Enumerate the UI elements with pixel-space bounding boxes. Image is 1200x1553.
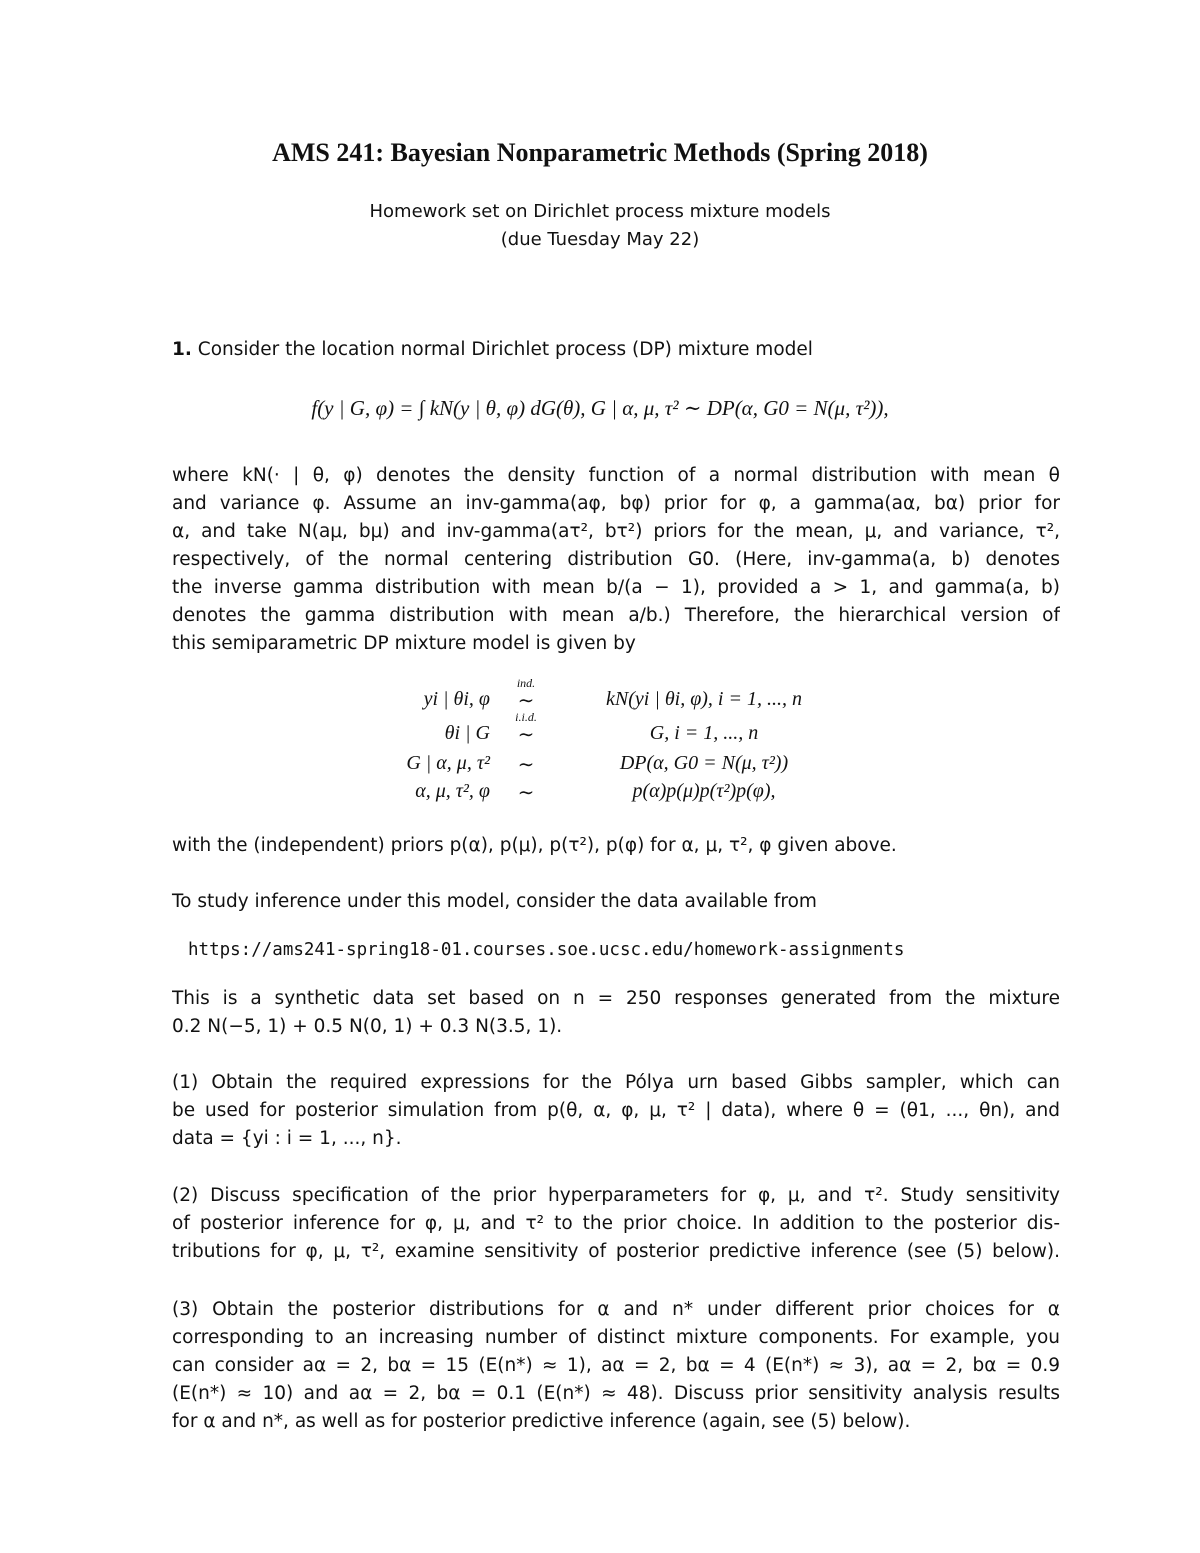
hierarchy-rhs: DP(α, G0 = N(μ, τ²)) [619,752,789,774]
data-intro: To study inference under this model, consider the data available from [172,891,817,912]
data-url-link[interactable]: https://ams241-spring18-01.courses.soe.ucsc.edu/homework-assignments [188,940,905,960]
hierarchy-lhs: α, μ, τ², φ [415,780,490,802]
relation-label: ind. [516,676,536,690]
hierarchy-row [340,710,860,750]
problem-intro-text: Consider the location normal Dirichlet process (DP) mixture model [197,339,813,360]
hierarchy-row [340,780,860,808]
hierarchy-rhs: p(α)p(μ)p(τ²)p(φ), [632,780,776,802]
document-title: AMS 241: Bayesian Nonparametric Methods (Spring 2018) [272,138,928,167]
relation-label: i.i.d. [515,710,537,724]
para1-line: where kN(· | θ, φ) denotes the density function of a normal distribution with mean θ [172,465,1060,486]
part1-line: data = {yi : i = 1, ..., n}. [172,1128,402,1149]
document-subtitle: Homework set on Dirichlet process mixture models [369,201,831,222]
para1-line: α, and take N(aμ, bμ) and inv-gamma(aτ², bτ²) priors for the mean, μ, and variance, τ², [172,521,1060,542]
due-date: (due Tuesday May 22) [500,229,700,250]
part2-line: of posterior inference for φ, μ, and τ² to the prior choice. In addition to the posterior dis- [172,1213,1060,1234]
hierarchy-rhs: G, i = 1, ..., n [649,722,759,744]
part3-line: (E(n*) ≈ 10) and aα = 2, bα = 0.1 (E(n*) ≈ 48). Discuss prior sensitivity analysis results [172,1383,1060,1404]
hierarchy-lhs: yi | θi, φ [423,688,490,710]
part2-line: (2) Discuss specification of the prior hyperparameters for φ, μ, and τ². Study sensitivity [172,1185,1060,1206]
hierarchy-rhs: kN(yi | θi, φ), i = 1, ..., n [606,688,802,710]
hierarchy-relation: i.i.d. ∼ [508,722,544,747]
hierarchy-row [340,752,860,780]
hierarchy-relation: ∼ [517,754,535,776]
para1-line: respectively, of the normal centering distribution G0. (Here, inv-gamma(a, b) denotes [172,549,1060,570]
para1-line: this semiparametric DP mixture model is given by [172,633,636,654]
problem-number: 1. [172,339,192,360]
hierarchy-lhs: G | α, μ, τ² [406,752,490,774]
problem-1-intro [172,336,1060,364]
hierarchy-lhs: θi | G [444,722,490,744]
part3-line: corresponding to an increasing number of distinct mixture components. For example, you [172,1327,1060,1348]
model-equation: f(y | G, φ) = ∫ kN(y | θ, φ) dG(θ), G | α, μ, τ² ∼ DP(α, G0 = N(μ, τ²)), [311,396,889,420]
part3-line: can consider aα = 2, bα = 15 (E(n*) ≈ 1), aα = 2, bα = 4 (E(n*) ≈ 3), aα = 2, bα = 0.9 [172,1355,1060,1376]
para1-line: denotes the gamma distribution with mean a/b.) Therefore, the hierarchical version of [172,605,1060,626]
part3-line: (3) Obtain the posterior distributions for α and n* under different prior choices for α [172,1299,1060,1320]
part3-line: for α and n*, as well as for posterior predictive inference (again, see (5) below). [172,1411,911,1432]
hierarchy-relation: ∼ [517,782,535,804]
synthetic-line: 0.2 N(−5, 1) + 0.5 N(0, 1) + 0.3 N(3.5, 1). [172,1016,563,1037]
para1-line: and variance φ. Assume an inv-gamma(aφ, bφ) prior for φ, a gamma(aα, bα) prior for [172,493,1060,514]
part1-line: be used for posterior simulation from p(θ, α, φ, μ, τ² | data), where θ = (θ1, ..., θn), and [172,1100,1060,1121]
hierarchy-relation: ind. ∼ [508,688,544,713]
synthetic-line: This is a synthetic data set based on n = 250 responses generated from the mixture [172,988,1060,1009]
priors-sentence: with the (independent) priors p(α), p(μ), p(τ²), p(φ) for α, μ, τ², φ given above. [172,835,897,856]
part1-line: (1) Obtain the required expressions for the Pólya urn based Gibbs sampler, which can [172,1072,1060,1093]
para1-line: the inverse gamma distribution with mean b/(a − 1), provided a > 1, and gamma(a, b) [172,577,1060,598]
part2-line: tributions for φ, μ, τ², examine sensitivity of posterior predictive inference (see (5) below). [172,1241,1060,1262]
hierarchy-row [340,676,860,716]
